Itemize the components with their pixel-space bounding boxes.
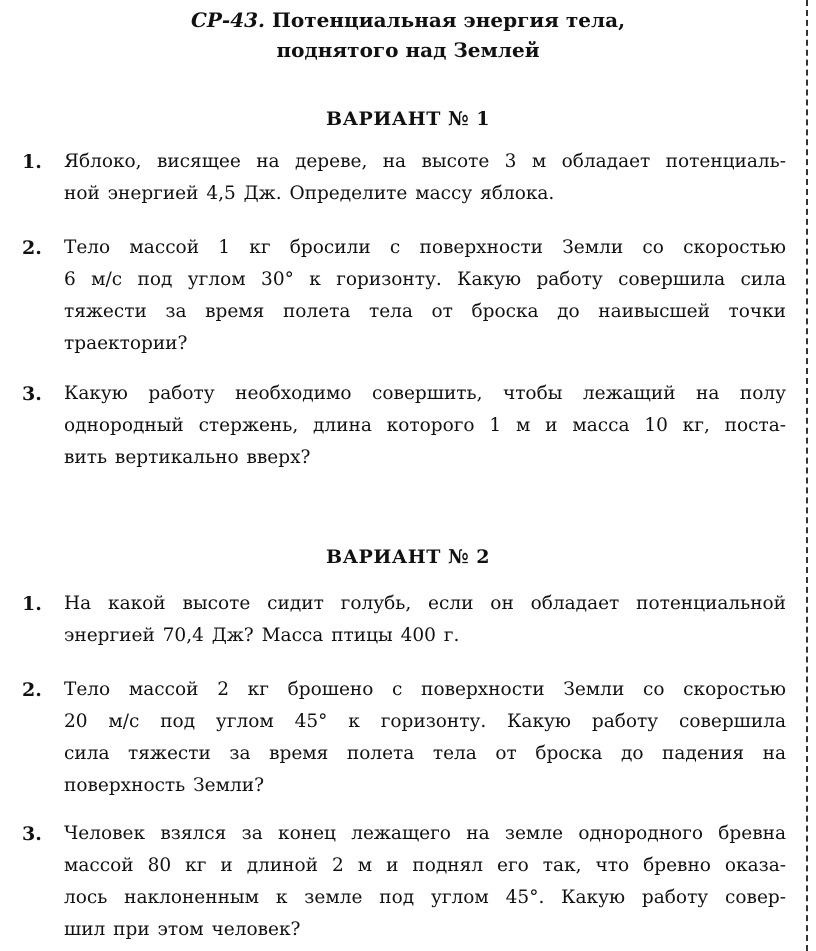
task-number: 3. [22, 823, 42, 845]
worksheet-code: СР-43. [190, 8, 266, 32]
task-line: энергией 70,4 Дж? Масса птицы 400 г. [64, 625, 460, 646]
title-line-1: Потенциальная энергия тела, [271, 8, 626, 32]
task-number: 3. [22, 383, 42, 405]
task-line: ной энергией 4,5 Дж. Определите массу яблока. [64, 183, 555, 204]
task-text [64, 378, 786, 474]
task-text [64, 232, 786, 360]
task-text [64, 818, 786, 946]
task-line: Яблоко, висящее на дереве, на высоте 3 м обладает потенциаль- [64, 151, 786, 172]
task-number: 2. [22, 237, 42, 259]
task-number: 1. [22, 151, 42, 173]
task-line: поверхность Земли? [64, 775, 264, 796]
task-line: вить вертикально вверх? [64, 447, 311, 468]
task-line: массой 80 кг и длиной 2 м и поднял его так, что бревно оказа- [64, 855, 786, 876]
task-number: 1. [22, 593, 42, 615]
page-title [0, 6, 816, 34]
task-line: сила тяжести за время полета тела от броска до падения на [64, 743, 786, 764]
task-line: траектории? [64, 333, 188, 354]
task-line: Человек взялся за конец лежащего на земле однородного бревна [64, 823, 786, 844]
task-line: Тело массой 2 кг брошено с поверхности Земли со скоростью [64, 679, 786, 700]
page-subtitle [0, 36, 816, 64]
task-line: 6 м/с под углом 30° к горизонту. Какую работу совершила сила [64, 269, 786, 290]
task-line: Тело массой 1 кг бросили с поверхности Земли со скоростью [64, 237, 786, 258]
task-line: 20 м/с под углом 45° к горизонту. Какую работу совершила [64, 711, 786, 732]
task-number: 2. [22, 679, 42, 701]
task-line: однородный стержень, длина которого 1 м и масса 10 кг, поста- [64, 415, 786, 436]
task-line: лось наклоненным к земле под углом 45°. Какую работу совер- [64, 887, 786, 908]
variant-1-heading: ВАРИАНТ № 1 [326, 108, 490, 130]
task-text [64, 588, 786, 652]
title-line-2: поднятого над Землей [276, 38, 540, 62]
task-line: На какой высоте сидит голубь, если он обладает потенциальной [64, 593, 786, 614]
task-text [64, 146, 786, 210]
cut-line [806, 0, 808, 951]
variant-2-heading: ВАРИАНТ № 2 [326, 546, 490, 568]
task-line: тяжести за время полета тела от броска до наивысшей точки [64, 301, 786, 322]
task-text [64, 674, 786, 802]
task-line: шил при этом человек? [64, 919, 301, 940]
task-line: Какую работу необходимо совершить, чтобы лежащий на полу [64, 383, 786, 404]
